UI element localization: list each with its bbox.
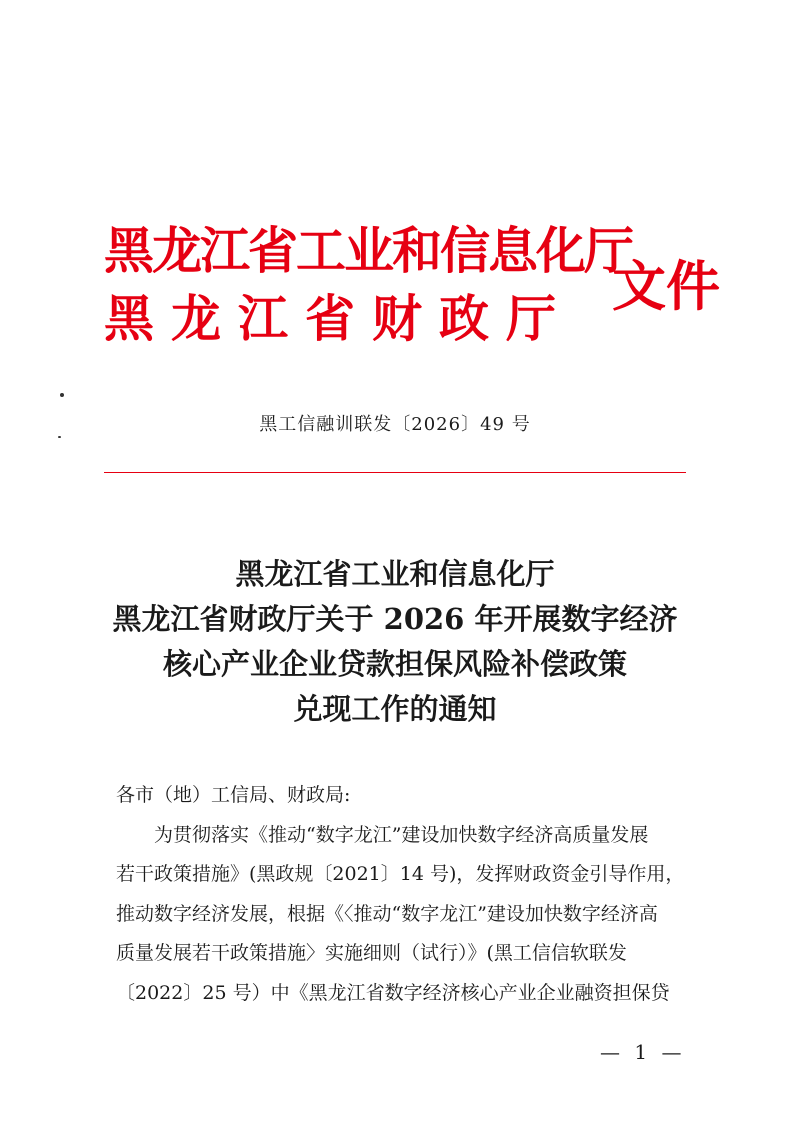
document-body xyxy=(116,776,696,1013)
document-title xyxy=(80,552,710,732)
scan-speck xyxy=(60,393,64,397)
title-line: 兑现工作的通知 xyxy=(293,692,497,726)
salutation: 各市（地）工信局、财政局: xyxy=(116,784,351,806)
body-line: 若干政策措施》(黑政规〔2021〕14 号)，发挥财政资金引导作用， xyxy=(116,863,685,885)
masthead-issuer-2: 黑龙江省财政厅 xyxy=(104,290,573,348)
page-number: — 1 — xyxy=(600,1040,686,1064)
masthead-file-label: 文件 xyxy=(612,255,720,318)
body-line: 〔2022〕25 号）中《黑龙江省数字经济核心产业企业融资担保贷 xyxy=(116,981,670,1004)
body-line: 推动数字经济发展，根据《〈推动“数字龙江”建设加快数字经济高 xyxy=(116,902,658,925)
title-line: 黑龙江省财政厅关于 2026 年开展数字经济 xyxy=(112,602,678,636)
document-number: 黑工信融训联发〔2026〕49 号 xyxy=(259,414,531,435)
title-line: 核心产业企业贷款担保风险补偿政策 xyxy=(162,647,627,681)
scan-speck xyxy=(58,436,61,438)
red-masthead xyxy=(104,222,720,352)
red-separator-line xyxy=(104,472,686,473)
title-line: 黑龙江省工业和信息化厅 xyxy=(235,557,555,591)
body-line: 质量发展若干政策措施〉实施细则（试行）》(黑工信信软联发 xyxy=(116,942,627,964)
body-line: 为贯彻落实《推动“数字龙江”建设加快数字经济高质量发展 xyxy=(154,823,649,846)
masthead-issuer-1: 黑龙江省工业和信息化厅 xyxy=(104,222,632,280)
